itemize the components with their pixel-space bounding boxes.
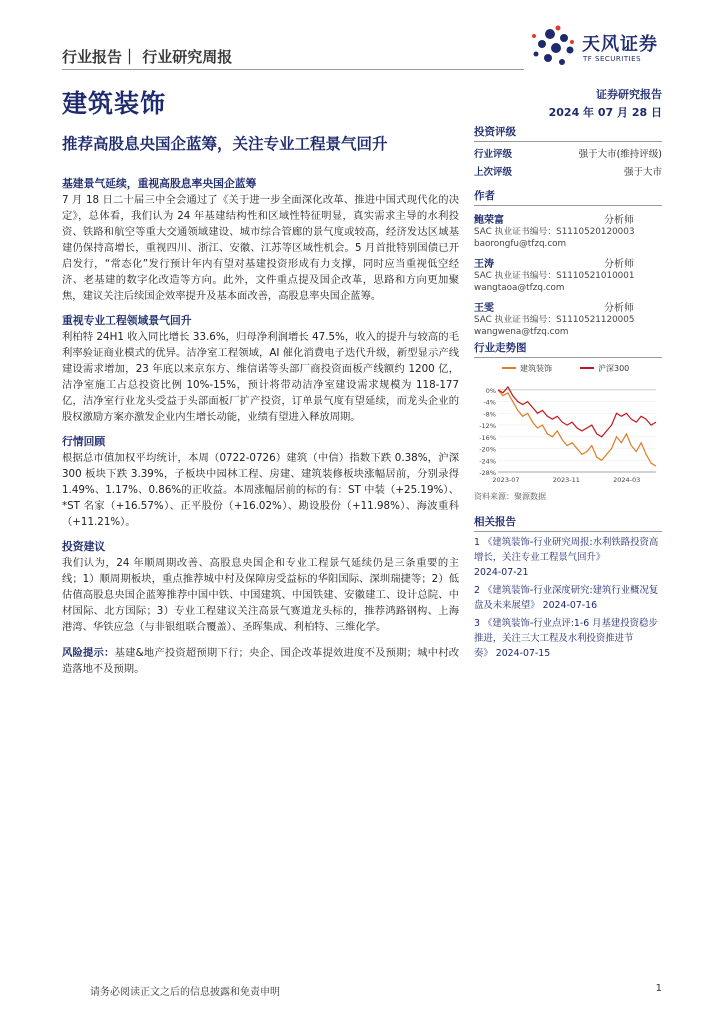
y-tick-label: -16%	[479, 433, 496, 442]
author-email-link[interactable]: wangwena@tfzq.com	[474, 327, 569, 337]
related-report-date: 2024-07-15	[495, 648, 551, 659]
related-report-link[interactable]	[474, 616, 662, 661]
report-date: 2024 年 07 月 28 日	[548, 106, 662, 119]
author-role: 分析师	[604, 303, 634, 314]
author-cert: SAC 执业证书编号：S1110521120005	[474, 315, 635, 325]
section-heading: 基建景气延续，重视高股息率央国企蓝筹	[62, 177, 257, 190]
series-line	[498, 387, 656, 437]
related-report-link[interactable]	[474, 583, 662, 613]
rating-key: 行业评级	[474, 149, 513, 160]
author-entry	[474, 299, 662, 338]
section-body: 利柏特 24H1 收入同比增长 33.6%，归母净利润增长 47.5%，收入的提升与较高的毛利率验证商业模式的优异。洁净室工程领域，AI 催化消费电子迭代升级，新型显示产线建设需求增加，23 年底以来京东方、维信诺等头部厂商投资面板产线额约 1200 亿，洁净室施工占总投资比例 10%-15%，预计将带动洁净室建设需求规模为 118-177 亿，洁净室行业龙头受益于头部面板厂扩产投资，订单景气度有望延续，而龙头企业的股权激励方案亦激发企业内生增长动能，业绩有望进入释放周期。	[62, 331, 459, 423]
trend-chart	[474, 358, 662, 488]
author-name: 王涛	[474, 259, 494, 270]
related-report-date: 2024-07-21	[474, 567, 529, 578]
x-tick-label: 2023-11	[552, 476, 580, 484]
report-headline: 推荐高股息央国企蓝筹，关注专业工程景气回升	[62, 135, 388, 153]
legend-label: 建筑装饰	[520, 364, 552, 373]
authors-panel	[474, 188, 662, 338]
brand-name: 天风证券	[582, 34, 658, 55]
rating-row-current	[474, 146, 662, 160]
rating-panel	[474, 124, 662, 178]
authors-heading: 作者	[474, 188, 662, 206]
author-email-link[interactable]: wangtaoa@tfzq.com	[474, 283, 565, 293]
author-role: 分析师	[604, 215, 634, 226]
related-report-link[interactable]	[474, 535, 662, 580]
section-body: 我们认为，24 年顺周期改善、高股息央国企和专业工程景气延续仍是三条重要的主线；1）顺周期板块，重点推荐城中村及保障房受益标的华阳国际、深圳瑞捷等；2）低估值高股息央国企蓝筹推荐中国中铁、中国建筑、中国铁建、安徽建工、设计总院、中材国际、北方国际；3）专业工程建议关注高景气赛道龙头标的，推荐鸿路钢构、上海港湾、华铁应急（与非银组联合覆盖）、圣晖集成、利柏特、三维化学。	[62, 557, 459, 633]
y-tick-label: -8%	[483, 410, 496, 419]
trend-heading: 行业走势图	[474, 340, 662, 358]
author-entry	[474, 211, 662, 250]
legend-label: 沪深300	[598, 364, 630, 373]
y-tick-label: 0%	[485, 386, 496, 395]
related-report-title[interactable]: 3 《建筑装饰-行业点评:1-6 月基建投资稳步推进，关注三大工程及水利投资推进节奏》	[474, 618, 658, 659]
section-special-engineering	[62, 313, 459, 425]
y-tick-label: -4%	[483, 398, 496, 407]
author-email-link[interactable]: baorongfu@tfzq.com	[474, 239, 567, 249]
related-report-date: 2024-07-16	[542, 600, 598, 611]
chart-source: 资料来源：聚源数据	[474, 492, 546, 501]
section-market-review	[62, 434, 459, 530]
author-entry	[474, 255, 662, 294]
author-cert: SAC 执业证书编号：S1110520120003	[474, 227, 635, 237]
section-body: 7 月 18 日二十届三中全会通过了《关于进一步全面深化改革、推进中国式现代化的决定》，总体看，我们认为 24 年基建结构性和区域性特征明显，真实需求主导的水利投资、铁路和航空等重大交通领域建设、城市综合管廊的景气度或较高，经济发达区域基建仍保持高增长，重视四川、浙江、安徽、江苏等区域性机会。5 月首批特别国债已开启发行，“常态化”发行预计年内有望对基建投资形成有力支撑，同时应当重视低空经济、老基建的数字化改造等方向。此外，文件重点提及国企改革，思路和方向更加聚焦，建议关注后续国企效率提升及基本面改善，高股息率央国企蓝筹。	[62, 194, 459, 302]
section-heading: 重视专业工程领域景气回升	[62, 314, 192, 327]
brand-name-en: TF SECURITIES	[583, 55, 642, 63]
risk-text: 基建&地产投资超预期下行；央企、国企改革提效进度不及预期；城中村改造落地不及预期。	[62, 647, 460, 675]
author-name: 鲍荣富	[474, 215, 504, 226]
rating-heading: 投资评级	[474, 124, 662, 142]
footer-disclaimer: 请务必阅读正文之后的信息披露和免责申明	[90, 987, 280, 998]
author-name: 王雯	[474, 303, 494, 314]
section-infrastructure	[62, 176, 459, 304]
main-content	[62, 176, 459, 686]
report-type-label: 行业报告｜ 行业研究周报	[62, 48, 233, 66]
section-investment-advice	[62, 539, 459, 635]
author-role: 分析师	[604, 259, 634, 270]
related-heading: 相关报告	[474, 514, 662, 532]
x-tick-label: 2024-03	[613, 476, 641, 484]
section-body: 根据总市值加权平均统计，本周（0722-0726）建筑（中信）指数下跌 0.38%，沪深 300 板块下跌 3.39%，子板块中园林工程、房建、建筑装修板块涨幅居前，分别录得 1.49%、1.17%、0.86%的正收益。本周涨幅居前的标的有：ST 中装（+25.19%）、*ST 名家（+16.57%）、正平股份（+16.02%）、勘设股份（+11.98%）、海波重科（+11.21%）。	[62, 452, 459, 528]
rating-value: 强于大市(维持评级)	[578, 149, 662, 160]
x-tick-label: 2023-07	[492, 476, 520, 484]
related-report-title[interactable]: 2 《建筑装饰-行业深度研究:建筑行业概况复盘及未来展望》	[474, 585, 659, 611]
related-reports-panel	[474, 514, 662, 661]
y-tick-label: -20%	[479, 445, 496, 454]
rating-value: 强于大市	[623, 167, 662, 178]
sector-title: 建筑装饰	[62, 89, 167, 118]
header-divider	[62, 69, 524, 70]
risk-warning	[62, 645, 459, 677]
report-category: 证券研究报告	[596, 88, 662, 101]
page-number: 1	[655, 983, 662, 994]
y-tick-label: -28%	[479, 469, 496, 477]
author-cert: SAC 执业证书编号：S1110521010001	[474, 271, 635, 281]
y-tick-label: -24%	[479, 457, 496, 466]
risk-label: 风险提示：	[62, 647, 115, 659]
y-tick-label: -12%	[479, 422, 496, 431]
related-report-title[interactable]: 1 《建筑装饰-行业研究周报:水利铁路投资高增长，关注专业工程景气回升》	[474, 537, 659, 563]
trend-panel	[474, 340, 662, 502]
section-heading: 投资建议	[62, 540, 106, 553]
section-heading: 行情回顾	[62, 435, 106, 448]
rating-row-previous	[474, 164, 662, 178]
rating-key: 上次评级	[474, 167, 513, 178]
